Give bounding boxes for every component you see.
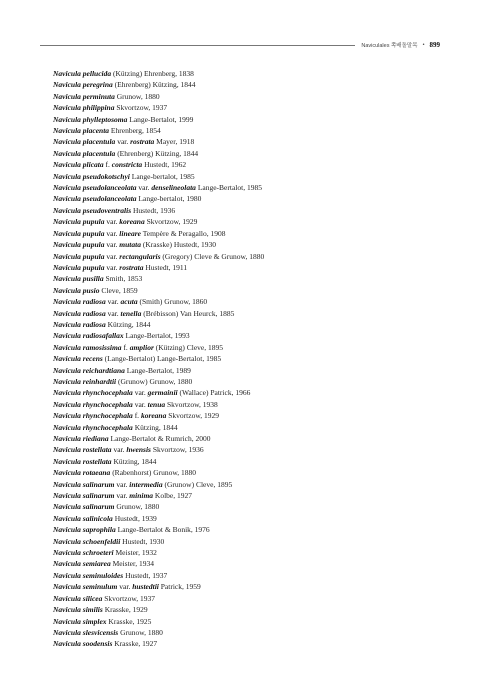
species-authority: Lange-Bertalot, 1999 (129, 114, 194, 124)
species-name: Navicula pupula var. lineare (53, 228, 141, 238)
species-entry (53, 638, 264, 649)
species-entry (53, 399, 264, 410)
species-authority: Grunow, 1880 (120, 627, 163, 637)
species-name: Navicula placentula (53, 148, 116, 158)
species-authority: (Krasske) Hustedt, 1930 (142, 240, 216, 250)
species-entry (53, 171, 264, 182)
species-entry (53, 216, 264, 227)
species-entry (53, 422, 264, 433)
species-name: Navicula schoenfeldii (53, 536, 121, 546)
species-authority: (Ehrenberg) Kützing, 1844 (114, 80, 196, 90)
species-name: Navicula soodensis (53, 639, 113, 649)
species-name: Navicula reinhardtii (53, 376, 117, 386)
species-name: Navicula rhynchocephala (53, 422, 133, 432)
running-head-section: Naviculales 쪽배돌말목 (361, 43, 418, 49)
species-authority: (Grunow) Cleve, 1895 (164, 479, 233, 489)
species-name: Navicula slesvicensis (53, 627, 119, 637)
species-entry (53, 604, 264, 615)
species-name: Navicula seminuloides (53, 570, 124, 580)
species-name: Navicula silicea (53, 593, 103, 603)
species-entry (53, 558, 264, 569)
species-authority: Skvortzow, 1937 (116, 103, 168, 113)
species-entry (53, 330, 264, 341)
species-entry (53, 79, 264, 90)
species-name: Navicula placentula var. rostrata (53, 137, 155, 147)
species-entry (53, 114, 264, 125)
species-authority: Hustedt, 1936 (133, 205, 176, 215)
species-entry (53, 319, 264, 330)
species-name: Navicula rhynchocephala var. germainii (53, 388, 178, 398)
species-name: Navicula perminuta (53, 91, 115, 101)
species-entry (53, 581, 264, 592)
species-entry (53, 467, 264, 478)
species-entry (53, 490, 264, 501)
species-name: Navicula peregrina (53, 80, 113, 90)
species-authority: Kützing, 1844 (134, 422, 178, 432)
species-authority: Skvortzow, 1937 (104, 593, 156, 603)
species-name: Navicula salinicola (53, 513, 113, 523)
species-entry (53, 68, 264, 79)
species-name: Navicula pupula var. mutata (53, 240, 141, 250)
species-name: Navicula pupula var. rectangularis (53, 251, 161, 261)
species-authority: Hustedt, 1937 (125, 570, 168, 580)
species-entry (53, 239, 264, 250)
species-authority: Lange-Bertalot & Bonik, 1976 (117, 525, 210, 535)
species-entry (53, 148, 264, 159)
species-authority: Skvortzow, 1929 (168, 411, 219, 421)
species-entry (53, 501, 264, 512)
page-number: 899 (429, 41, 440, 49)
species-authority: (Grunow) Grunow, 1880 (118, 376, 193, 386)
species-authority: (Ehrenberg) Kützing, 1844 (117, 148, 199, 158)
species-entry (53, 296, 264, 307)
species-authority: (Kützing) Ehrenberg, 1838 (113, 69, 194, 78)
species-entry (53, 285, 264, 296)
species-authority: Lange-bertalot, 1985 (131, 171, 195, 181)
species-name: Navicula radiosa var. acuta (53, 297, 138, 307)
species-authority: Patrick, 1959 (160, 582, 201, 592)
species-name: Navicula seminulum var. hustedtii (53, 582, 159, 592)
species-name: Navicula rhynchocephala f. koreana (53, 411, 167, 421)
species-name: Navicula radiosafallax (53, 331, 124, 341)
species-name: Navicula riediana (53, 434, 109, 443)
species-entry (53, 410, 264, 421)
species-authority: Hustedt, 1911 (145, 262, 188, 272)
species-authority: Ehrenberg, 1854 (110, 126, 161, 136)
species-authority: Hustedt, 1930 (122, 536, 165, 546)
species-entry (53, 593, 264, 604)
species-entry (53, 308, 264, 319)
species-authority: Skvortzow, 1938 (167, 399, 218, 409)
species-name: Navicula similis (53, 605, 103, 615)
species-authority: (Wallace) Patrick, 1966 (179, 388, 251, 398)
header-rule (40, 45, 355, 46)
species-name: Navicula simplex (53, 616, 107, 626)
species-authority: (Kützing) Cleve, 1895 (155, 342, 224, 352)
species-authority: Grunow, 1880 (116, 91, 160, 101)
species-entry (53, 536, 264, 547)
species-entry (53, 251, 264, 262)
species-entry (53, 547, 264, 558)
species-entry (53, 570, 264, 581)
species-authority: (Rabenhorst) Grunow, 1880 (112, 468, 197, 478)
species-authority: Hustedt, 1962 (144, 160, 187, 170)
species-authority: Mayer, 1918 (156, 137, 195, 147)
species-name: Navicula pseudoventralis (53, 205, 132, 215)
species-name: Navicula pseudokotschyi (53, 171, 130, 181)
species-authority: Lange-bertalot, 1980 (138, 194, 202, 204)
species-entry (53, 205, 264, 216)
species-entry (53, 456, 264, 467)
species-authority: Skvortzow, 1929 (146, 217, 198, 227)
species-name: Navicula philippina (53, 103, 115, 113)
species-name: Navicula saprophila (53, 525, 116, 535)
species-entry (53, 182, 264, 193)
species-entry (53, 193, 264, 204)
species-authority: Kützing, 1844 (107, 319, 151, 329)
species-entry (53, 342, 264, 353)
species-name: Navicula schroeteri (53, 548, 114, 558)
species-authority: Tempère & Peragallo, 1908 (142, 228, 226, 238)
page-header (40, 39, 440, 51)
species-authority: Skvortzow, 1936 (152, 445, 204, 455)
species-authority: Meister, 1932 (115, 548, 157, 558)
species-entry (53, 228, 264, 239)
species-list (53, 68, 264, 650)
species-authority: Smith, 1853 (105, 274, 143, 284)
species-authority: Kützing, 1844 (113, 456, 157, 466)
running-head-separator: • (422, 42, 425, 48)
species-name: Navicula phylleptosoma (53, 114, 128, 124)
species-authority: Lange-Bertalot & Rumrich, 2000 (110, 434, 211, 443)
species-authority: (Lange-Bertalot) Lange-Bertalot, 1985 (104, 354, 222, 364)
species-authority: Grunow, 1880 (116, 502, 160, 512)
species-authority: Kolbe, 1927 (154, 491, 193, 501)
species-authority: Hustedt, 1939 (114, 513, 157, 523)
species-authority: (Brébisson) Van Heurck, 1885 (143, 308, 235, 318)
species-entry (53, 102, 264, 113)
species-name: Navicula rotaeana (53, 468, 111, 478)
species-entry (53, 479, 264, 490)
species-authority: (Smith) Grunow, 1860 (139, 297, 208, 307)
species-name: Navicula pellucida (53, 69, 112, 78)
species-name: Navicula reichardtiana (53, 365, 125, 375)
species-entry (53, 433, 264, 444)
species-name: Navicula salinarum (53, 502, 115, 512)
species-authority: Lange-Bertalot, 1989 (126, 365, 191, 375)
species-authority: Krasske, 1927 (114, 639, 158, 649)
species-entry (53, 376, 264, 387)
species-name: Navicula radiosa var. tenella (53, 308, 142, 318)
species-entry (53, 387, 264, 398)
species-entry (53, 365, 264, 376)
species-authority: Cleve, 1859 (101, 285, 138, 295)
species-entry (53, 353, 264, 364)
species-authority: Lange-Bertalot, 1985 (197, 183, 262, 193)
species-name: Navicula rostellata (53, 456, 112, 466)
species-authority: Krasske, 1929 (104, 605, 148, 615)
species-entry (53, 627, 264, 638)
species-authority: Meister, 1934 (112, 559, 154, 569)
species-entry (53, 513, 264, 524)
species-name: Navicula recens (53, 354, 103, 364)
species-name: Navicula pusio (53, 285, 100, 295)
species-name: Navicula pusilla (53, 274, 104, 284)
species-name: Navicula placenta (53, 126, 110, 136)
species-name: Navicula pupula var. rostrata (53, 262, 144, 272)
species-entry (53, 125, 264, 136)
species-authority: Krasske, 1925 (108, 616, 152, 626)
species-name: Navicula pupula var. koreana (53, 217, 145, 227)
species-entry (53, 524, 264, 535)
species-entry (53, 273, 264, 284)
species-authority: Lange-Bertalot, 1993 (125, 331, 190, 341)
species-entry (53, 616, 264, 627)
species-name: Navicula ramosissima f. amplior (53, 342, 154, 352)
species-entry (53, 444, 264, 455)
species-entry (53, 136, 264, 147)
species-authority: (Gregory) Cleve & Grunow, 1880 (162, 251, 265, 261)
species-name: Navicula rhynchocephala var. tenua (53, 399, 166, 409)
species-entry (53, 91, 264, 102)
species-name: Navicula pseudolanceolata var. denselineolata (53, 183, 196, 193)
species-name: Navicula salinarum var. minima (53, 491, 154, 501)
species-name: Navicula rostellata var. hwensis (53, 445, 151, 455)
species-name: Navicula pseudolanceolata (53, 194, 137, 204)
species-name: Navicula semiarea (53, 559, 111, 569)
species-name: Navicula radiosa (53, 319, 106, 329)
species-entry (53, 262, 264, 273)
species-name: Navicula plicata f. constricta (53, 160, 143, 170)
species-name: Navicula salinarum var. intermedia (53, 479, 163, 489)
species-entry (53, 159, 264, 170)
